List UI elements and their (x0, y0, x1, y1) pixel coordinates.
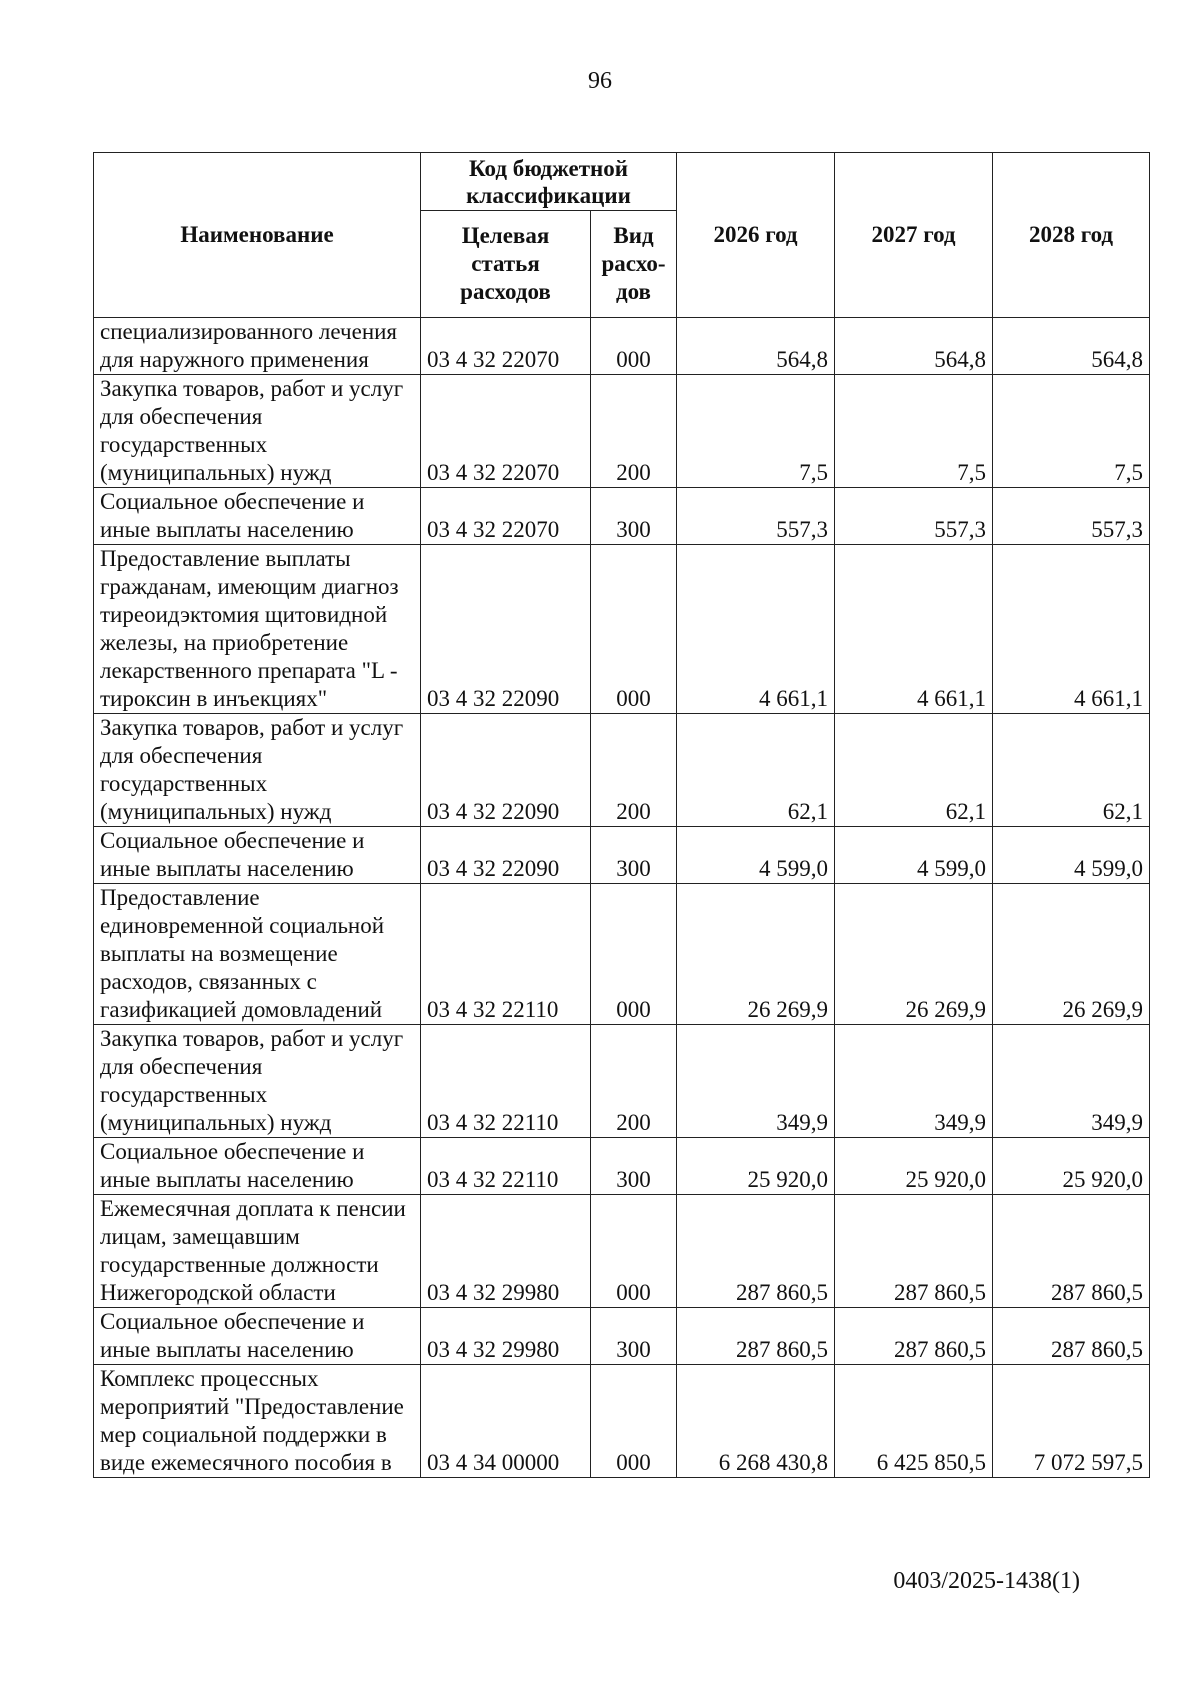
header-year-2026: 2026 год (677, 153, 835, 318)
row-value-2028-cell: 349,9 (993, 1025, 1150, 1138)
row-value-2026-cell: 349,9 (677, 1025, 835, 1138)
row-value-2027-cell: 349,9 (835, 1025, 993, 1138)
row-value-2028-cell: 25 920,0 (993, 1138, 1150, 1195)
row-name-cell: Предоставление выплаты гражданам, имеющим диагноз тиреоидэктомия щитовидной железы, на приобретение лекарственного препарата "L - тироксин в инъекциях" (94, 545, 421, 714)
row-name-cell: Ежемесячная доплата к пенсии лицам, замещавшим государственные должности Нижегородской области (94, 1195, 421, 1308)
row-value-2027-cell: 4 599,0 (835, 827, 993, 884)
page-number: 96 (588, 68, 612, 94)
row-name-cell: Предоставление единовременной социальной выплаты на возмещение расходов, связанных с газификацией домовладений (94, 884, 421, 1025)
row-target-code-cell: 03 4 32 22070 (421, 375, 591, 488)
row-expense-type-cell: 000 (591, 1365, 677, 1478)
row-value-2027-cell: 26 269,9 (835, 884, 993, 1025)
table-row (94, 488, 1150, 545)
row-value-2026-cell: 25 920,0 (677, 1138, 835, 1195)
table-row (94, 1138, 1150, 1195)
row-target-code-cell: 03 4 32 22090 (421, 545, 591, 714)
row-expense-type-cell: 300 (591, 1308, 677, 1365)
row-target-code-cell: 03 4 32 22110 (421, 1025, 591, 1138)
row-target-code-cell: 03 4 32 22110 (421, 884, 591, 1025)
row-value-2026-cell: 287 860,5 (677, 1308, 835, 1365)
row-value-2027-cell: 6 425 850,5 (835, 1365, 993, 1478)
row-value-2027-cell: 4 661,1 (835, 545, 993, 714)
table-header (94, 153, 1150, 318)
row-value-2026-cell: 4 661,1 (677, 545, 835, 714)
table-row (94, 1195, 1150, 1308)
row-name-cell: Социальное обеспечение и иные выплаты населению (94, 1308, 421, 1365)
header-target-article: Целевая статья расходов (421, 211, 591, 318)
table-row (94, 1365, 1150, 1478)
row-value-2027-cell: 287 860,5 (835, 1195, 993, 1308)
row-name-cell: специализированного лечения для наружного применения (94, 318, 421, 375)
header-expense-type: Вид расхо-дов (591, 211, 677, 318)
table-row (94, 545, 1150, 714)
table-row (94, 318, 1150, 375)
table-row (94, 827, 1150, 884)
row-expense-type-cell: 000 (591, 318, 677, 375)
row-expense-type-cell: 200 (591, 714, 677, 827)
row-target-code-cell: 03 4 34 00000 (421, 1365, 591, 1478)
row-value-2028-cell: 287 860,5 (993, 1195, 1150, 1308)
row-target-code-cell: 03 4 32 22090 (421, 827, 591, 884)
row-value-2026-cell: 564,8 (677, 318, 835, 375)
row-value-2028-cell: 7 072 597,5 (993, 1365, 1150, 1478)
row-name-cell: Социальное обеспечение и иные выплаты населению (94, 827, 421, 884)
row-value-2026-cell: 6 268 430,8 (677, 1365, 835, 1478)
row-expense-type-cell: 200 (591, 1025, 677, 1138)
row-expense-type-cell: 300 (591, 1138, 677, 1195)
row-value-2027-cell: 25 920,0 (835, 1138, 993, 1195)
table-row (94, 884, 1150, 1025)
row-value-2028-cell: 564,8 (993, 318, 1150, 375)
row-name-cell: Социальное обеспечение и иные выплаты населению (94, 488, 421, 545)
row-target-code-cell: 03 4 32 22110 (421, 1138, 591, 1195)
table-row (94, 1025, 1150, 1138)
table-row (94, 714, 1150, 827)
row-name-cell: Социальное обеспечение и иные выплаты населению (94, 1138, 421, 1195)
row-expense-type-cell: 300 (591, 827, 677, 884)
table-row (94, 1308, 1150, 1365)
row-value-2026-cell: 26 269,9 (677, 884, 835, 1025)
header-name: Наименование (94, 153, 421, 318)
row-value-2028-cell: 26 269,9 (993, 884, 1150, 1025)
row-value-2027-cell: 557,3 (835, 488, 993, 545)
table-body (94, 318, 1150, 1478)
row-target-code-cell: 03 4 32 22070 (421, 318, 591, 375)
header-budget-code: Код бюджетной классификации (421, 153, 677, 211)
row-value-2027-cell: 62,1 (835, 714, 993, 827)
row-value-2026-cell: 7,5 (677, 375, 835, 488)
row-name-cell: Закупка товаров, работ и услуг для обеспечения государственных (муниципальных) нужд (94, 375, 421, 488)
row-value-2027-cell: 564,8 (835, 318, 993, 375)
row-value-2028-cell: 4 599,0 (993, 827, 1150, 884)
document-code: 0403/2025-1438(1) (893, 1568, 1080, 1594)
header-year-2028: 2028 год (993, 153, 1150, 318)
row-target-code-cell: 03 4 32 29980 (421, 1195, 591, 1308)
row-target-code-cell: 03 4 32 29980 (421, 1308, 591, 1365)
row-value-2028-cell: 557,3 (993, 488, 1150, 545)
row-expense-type-cell: 000 (591, 884, 677, 1025)
row-value-2026-cell: 62,1 (677, 714, 835, 827)
row-value-2026-cell: 4 599,0 (677, 827, 835, 884)
row-name-cell: Комплекс процессных мероприятий "Предоставление мер социальной поддержки в виде ежемесячного пособия в (94, 1365, 421, 1478)
row-name-cell: Закупка товаров, работ и услуг для обеспечения государственных (муниципальных) нужд (94, 714, 421, 827)
row-expense-type-cell: 300 (591, 488, 677, 545)
row-expense-type-cell: 000 (591, 1195, 677, 1308)
row-value-2027-cell: 287 860,5 (835, 1308, 993, 1365)
row-value-2028-cell: 287 860,5 (993, 1308, 1150, 1365)
row-expense-type-cell: 000 (591, 545, 677, 714)
row-value-2028-cell: 7,5 (993, 375, 1150, 488)
row-value-2027-cell: 7,5 (835, 375, 993, 488)
row-target-code-cell: 03 4 32 22070 (421, 488, 591, 545)
table-row (94, 375, 1150, 488)
row-expense-type-cell: 200 (591, 375, 677, 488)
row-name-cell: Закупка товаров, работ и услуг для обеспечения государственных (муниципальных) нужд (94, 1025, 421, 1138)
budget-table (93, 152, 1150, 1478)
row-value-2026-cell: 557,3 (677, 488, 835, 545)
row-value-2028-cell: 62,1 (993, 714, 1150, 827)
row-value-2026-cell: 287 860,5 (677, 1195, 835, 1308)
row-value-2028-cell: 4 661,1 (993, 545, 1150, 714)
row-target-code-cell: 03 4 32 22090 (421, 714, 591, 827)
header-year-2027: 2027 год (835, 153, 993, 318)
